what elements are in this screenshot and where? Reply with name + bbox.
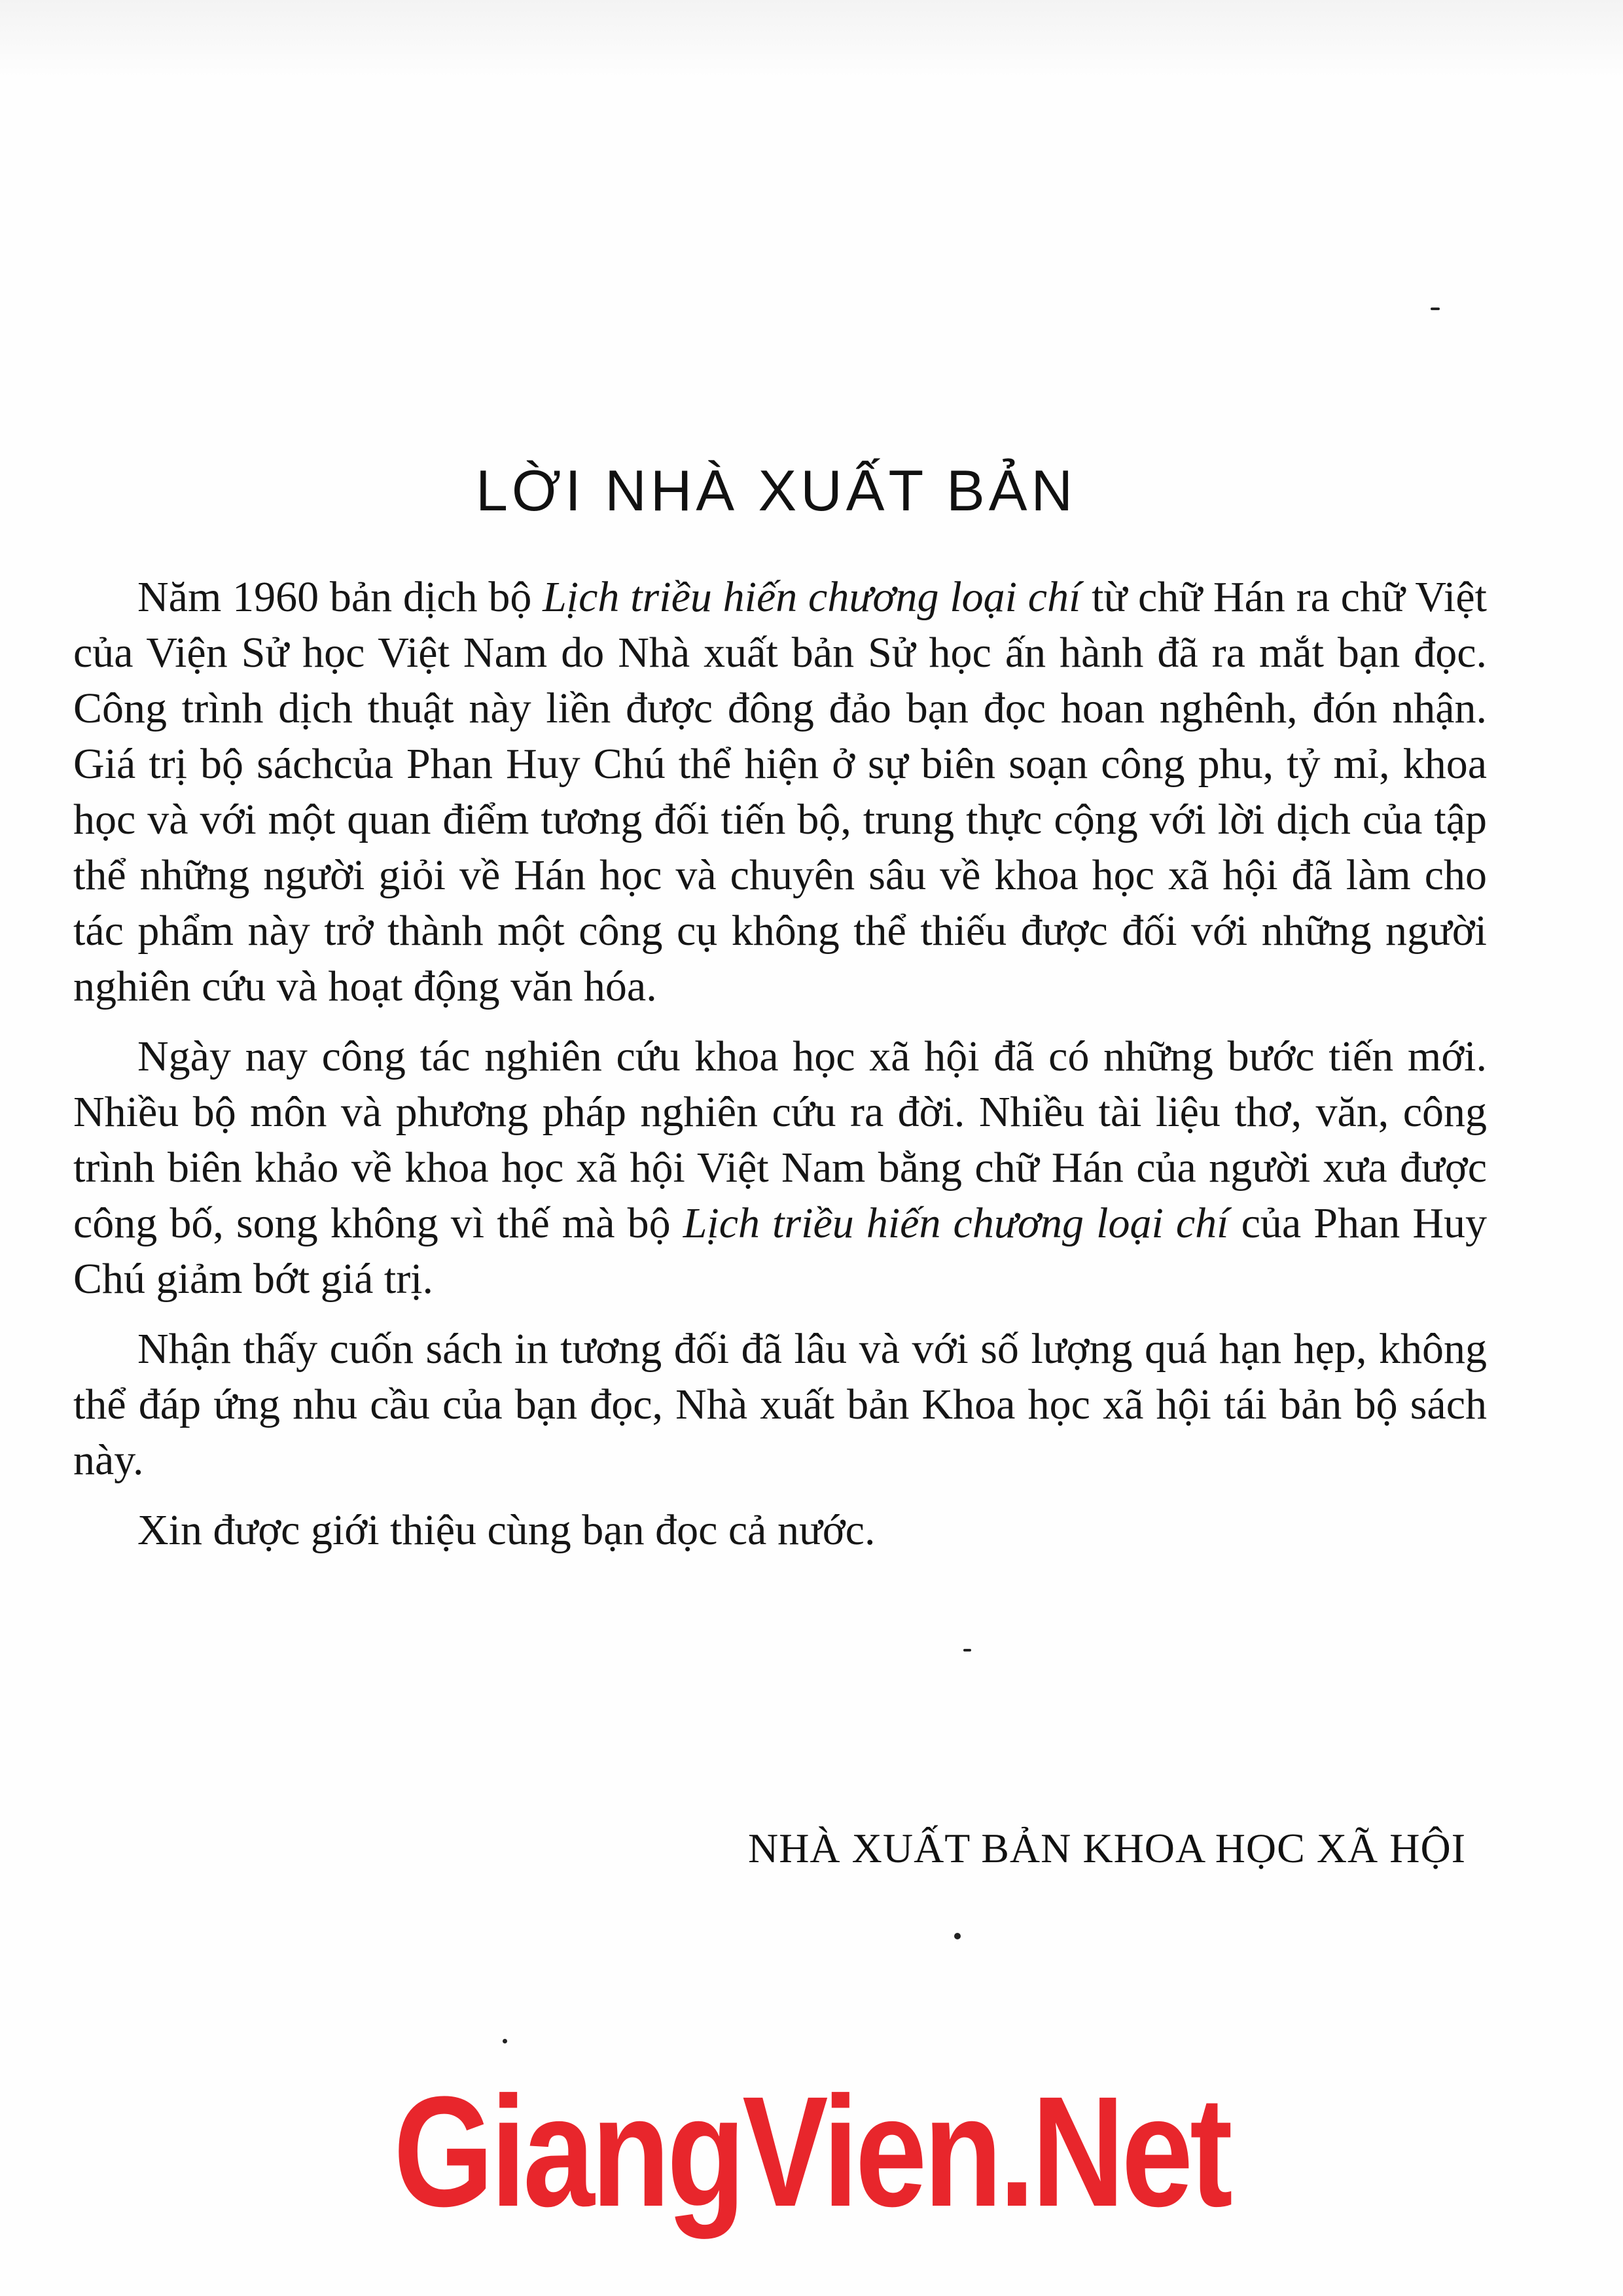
scan-speck bbox=[963, 1649, 971, 1651]
scan-speck bbox=[503, 2039, 507, 2043]
book-title-italic: Lịch triều hiến chương loại chí bbox=[543, 573, 1081, 621]
scan-edge bbox=[0, 0, 1623, 79]
scan-speck bbox=[954, 1933, 961, 1939]
paragraph-4: Xin được giới thiệu cùng bạn đọc cả nước. bbox=[137, 1506, 876, 1554]
document-body bbox=[73, 569, 1487, 1570]
watermark-text: GiangVien.Net bbox=[393, 2064, 1230, 2239]
page-title: LỜI NHÀ XUẤT BẢN bbox=[475, 457, 1077, 523]
paragraph-2: Ngày nay công tác nghiên cứu khoa học xã hội đã có những bước tiến mới. Nhiều bộ môn và phương pháp nghiên cứu ra đời. Nhiều tài liệu thơ, văn, công trình biên khảo về khoa học xã hội Việt Nam bằng chữ Hán của người xưa được công bố, song không vì thế mà bộ Lịch triều hiến chương loại chí của Phan Huy Chú giảm bớt giá trị. bbox=[73, 1033, 1487, 1303]
scan-speck bbox=[1431, 308, 1440, 310]
paragraph-1: Năm 1960 bản dịch bộ Lịch triều hiến chương loại chí từ chữ Hán ra chữ Việt của Viện Sử học Việt Nam do Nhà xuất bản Sử học ấn hành đã ra mắt bạn đọc. Công trình dịch thuật này liền được đông đảo bạn đọc hoan nghênh, đón nhận. Giá trị bộ sáchcủa Phan Huy Chú thể hiện ở sự biên soạn công phu, tỷ mỉ, khoa học và với một quan điểm tương đối tiến bộ, trung thực cộng với lời dịch của tập thể những người giỏi về Hán học và chuyên sâu về khoa học xã hội đã làm cho tác phẩm này trở thành một công cụ không thể thiếu được đối với những người nghiên cứu và hoạt động văn hóa. bbox=[73, 573, 1487, 1010]
book-title-italic: Lịch triều hiến chương loại chí bbox=[683, 1199, 1229, 1247]
publisher-signature: NHÀ XUẤT BẢN KHOA HỌC XÃ HỘI bbox=[747, 1825, 1466, 1871]
paragraph-3: Nhận thấy cuốn sách in tương đối đã lâu và với số lượng quá hạn hẹp, không thể đáp ứng nhu cầu của bạn đọc, Nhà xuất bản Khoa học xã hội tái bản bộ sách này. bbox=[73, 1325, 1487, 1484]
